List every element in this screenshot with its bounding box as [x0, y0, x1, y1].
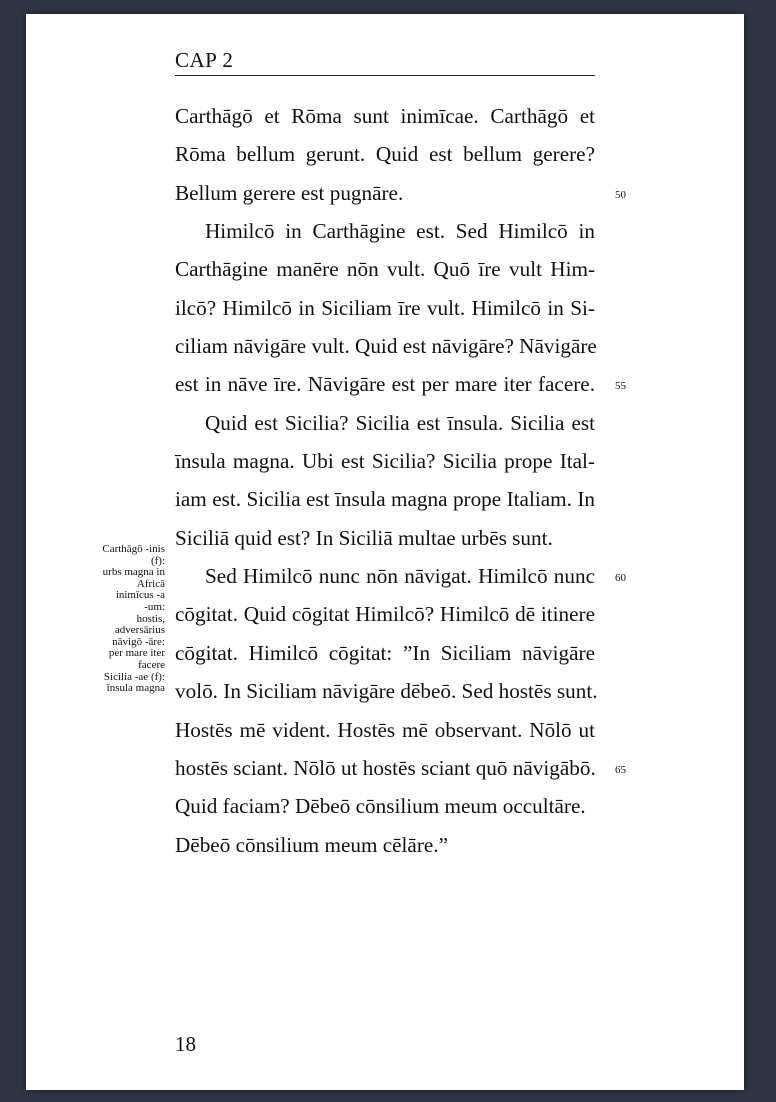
text-line-content: īnsula magna. Ubi est Sicilia? Sicilia prope Ital-	[175, 449, 595, 474]
book-page	[26, 14, 744, 1090]
text-line-content: Dēbeō cōnsilium meum cēlāre.”	[175, 832, 448, 857]
text-line	[175, 174, 626, 212]
text-line	[175, 97, 595, 135]
page-number: 18	[175, 1032, 196, 1056]
text-line-content: Quid est Sicilia? Sicilia est īnsula. Sicilia est	[205, 410, 595, 435]
margin-note-line: urbs magna in	[102, 566, 165, 579]
margin-note-line: (f):	[150, 554, 165, 567]
text-line	[175, 365, 626, 403]
margin-note-line: hostis,	[136, 612, 165, 625]
text-line-content: Carthāgine manēre nōn vult. Quō īre vult Him-	[175, 257, 595, 282]
margin-note-line: Sicilia -ae (f):	[103, 670, 165, 683]
margin-note-line: inimīcus -a	[115, 589, 165, 602]
text-line-content: ciliam nāvigāre vult. Quid est nāvigāre? Nāvigāre	[175, 334, 597, 359]
text-line	[175, 557, 626, 595]
text-line-content: Rōma bellum gerunt. Quid est bellum gerere?	[175, 142, 595, 167]
body-text	[175, 97, 626, 864]
text-line	[175, 327, 595, 365]
margin-note-line: -um:	[144, 600, 165, 613]
text-line-content: Siciliā quid est? In Siciliā multae urbēs sunt.	[175, 525, 553, 550]
margin-note-line: nāvigō -āre:	[112, 635, 165, 648]
text-line	[175, 480, 595, 518]
text-line-content: Carthāgō et Rōma sunt inimīcae. Carthāgō et	[175, 104, 595, 128]
text-line-content: Himilcō in Carthāgine est. Sed Himilcō in	[205, 219, 595, 244]
text-line	[175, 787, 595, 825]
margin-note-line: Africā	[136, 577, 165, 590]
text-line	[175, 711, 595, 749]
text-line-content: est in nāve īre. Nāvigāre est per mare iter facere.	[175, 372, 595, 397]
text-line	[175, 250, 595, 288]
text-line-content: ilcō? Himilcō in Siciliam īre vult. Himilcō in Si-	[175, 295, 595, 320]
text-line	[175, 826, 595, 864]
text-line-content: Sed Himilcō nunc nōn nāvigat. Himilcō nunc	[205, 564, 595, 589]
running-header	[175, 48, 595, 76]
margin-note-line: Carthāgō -inis	[102, 543, 165, 555]
margin-note-line: adversārius	[114, 624, 165, 637]
text-line	[175, 135, 595, 173]
text-line-content: cōgitat. Himilcō cōgitat: ”In Siciliam nāvigāre	[175, 640, 595, 665]
text-line-content: Quid faciam? Dēbeō cōnsilium meum occultāre.	[175, 794, 586, 819]
line-number: 65	[615, 763, 626, 776]
text-line-content: cōgitat. Quid cōgitat Himilcō? Himilcō dē itinere	[175, 602, 595, 627]
margin-glossary	[60, 544, 165, 695]
margin-note-line: īnsula magna	[106, 682, 165, 695]
text-line	[175, 749, 626, 787]
text-line	[175, 519, 595, 557]
line-number: 50	[615, 188, 626, 201]
line-number: 60	[615, 572, 626, 585]
text-line	[175, 404, 595, 442]
text-line-content: Hostēs mē vident. Hostēs mē observant. Nōlō ut	[175, 717, 595, 742]
text-line-content: Bellum gerere est pugnāre.	[175, 180, 404, 205]
chapter-title: CAP 2	[175, 48, 234, 72]
text-line	[175, 212, 595, 250]
text-line-content: volō. In Siciliam nāvigāre dēbeō. Sed hostēs sunt.	[175, 679, 598, 704]
margin-note-line: facere	[138, 658, 165, 671]
line-number: 55	[615, 380, 626, 393]
margin-note-line: per mare iter	[108, 647, 165, 660]
text-line-content: hostēs sciant. Nōlō ut hostēs sciant quō nāvigābō.	[175, 755, 596, 780]
text-line	[175, 634, 595, 672]
text-line	[175, 595, 595, 633]
text-line-content: iam est. Sicilia est īnsula magna prope Italiam. In	[175, 487, 595, 512]
text-line	[175, 442, 595, 480]
text-line	[175, 672, 598, 710]
text-line	[175, 289, 595, 327]
